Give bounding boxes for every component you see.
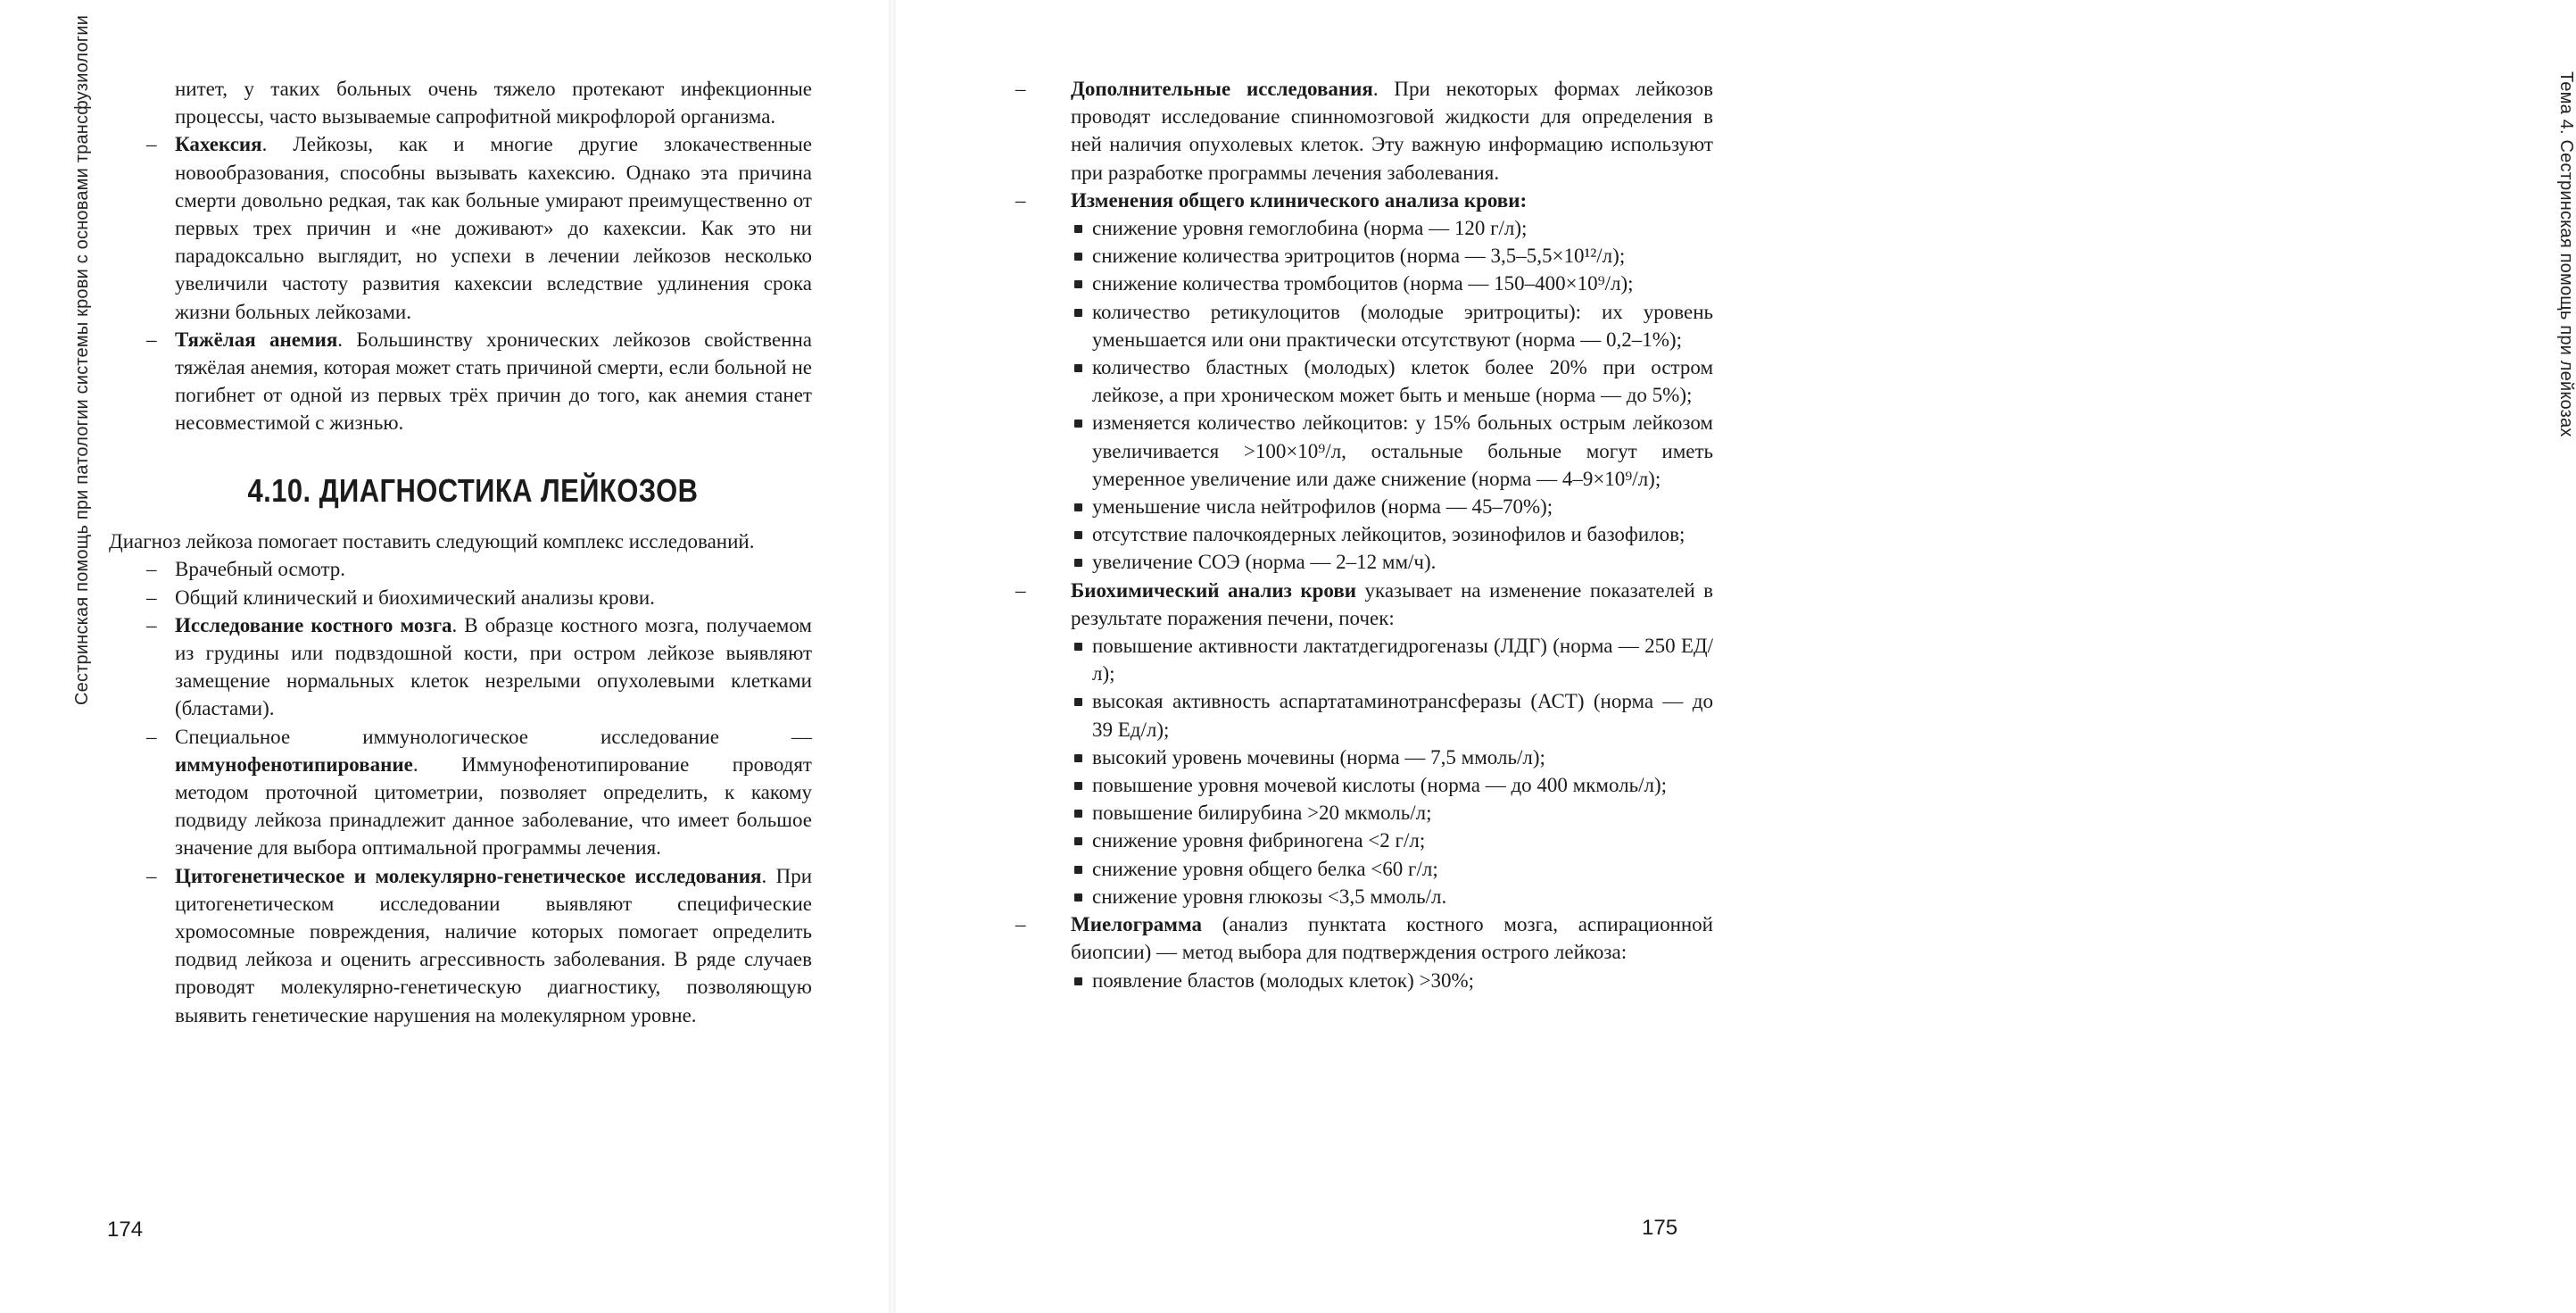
running-head-left: Сестринская помощь при патологии системы крови с основами трансфузиологии bbox=[72, 14, 92, 705]
right-text-column bbox=[1035, 75, 1713, 994]
term: Цитогенетическое и молекулярно-генетическое исследования bbox=[175, 864, 762, 887]
term: иммунофенотипирование bbox=[175, 752, 413, 776]
bullet-item: снижение количества эритроцитов (норма — 3,5–5,5×10¹²/л); bbox=[1035, 242, 1713, 270]
bullet-item: повышение билирубина >20 мкмоль/л; bbox=[1035, 799, 1713, 827]
continuation-paragraph: нитет, у таких больных очень тяжело протекают инфекционные процессы, часто вызываемые сапрофитной микрофлорой организма. bbox=[175, 78, 812, 129]
left-page bbox=[0, 0, 892, 1313]
term: Миелограмма bbox=[1071, 913, 1202, 936]
bullet-item: высокая активность аспартатаминотрансферазы (АСТ) (норма — до 39 Ед/л); bbox=[1035, 687, 1713, 743]
item-text: (анализ пунктата костного мозга, аспирационной биопсии) — метод выбора для подтверждения острого лейкоза: bbox=[1071, 913, 1713, 964]
list-item-bone-marrow bbox=[134, 611, 812, 723]
bullet-item: уменьшение числа нейтрофилов (норма — 45–70%); bbox=[1035, 493, 1713, 520]
bullet-item: снижение уровня общего белка <60 г/л; bbox=[1035, 855, 1713, 883]
list-item-cytogenetic bbox=[134, 862, 812, 1029]
bullet-item: высокий уровень мочевины (норма — 7,5 ммоль/л); bbox=[1035, 744, 1713, 771]
list-item-anemia bbox=[134, 326, 812, 437]
bullet-item: снижение уровня глюкозы <3,5 ммоль/л. bbox=[1035, 883, 1713, 910]
term: Исследование костного мозга bbox=[175, 613, 452, 636]
page-number-left: 174 bbox=[107, 1217, 144, 1242]
term: Кахексия bbox=[175, 133, 262, 156]
item-text: . Лейкозы, как и многие другие злокачественные новообразования, способны вызывать кахексию. Однако эта причина смерти довольно редкая, так как больные умирают преимущественно от первых трех причин и «не доживают» до кахексии. Как это ни парадоксально выглядит, но успехи в лечении лейкозов несколько увеличили частоту развития кахексии вследствие удлинения срока жизни больных лейкозами. bbox=[175, 133, 812, 323]
list-item-myelogram bbox=[1035, 910, 1713, 966]
bullet-item: появление бластов (молодых клеток) >30%; bbox=[1035, 967, 1713, 994]
list-item bbox=[134, 555, 812, 583]
bullet-item: снижение уровня гемоглобина (норма — 120 г/л); bbox=[1035, 214, 1713, 242]
bullet-item: количество ретикулоцитов (молодые эритроциты): их уровень уменьшается или они практически отсутствуют (норма — 0,2–1%); bbox=[1035, 298, 1713, 353]
item-text: Специальное иммунологическое исследование — bbox=[175, 725, 812, 748]
bullet-item: отсутствие палочкоядерных лейкоцитов, эозинофилов и базофилов; bbox=[1035, 520, 1713, 548]
list-item-immunophenotyping bbox=[134, 723, 812, 862]
list-item-biochem bbox=[1035, 577, 1713, 632]
intro-paragraph: Диагноз лейкоза помогает поставить следующий комплекс исследований. bbox=[109, 530, 755, 553]
term: Изменения общего клинического анализа крови: bbox=[1071, 188, 1528, 212]
term: Тяжёлая анемия bbox=[175, 328, 338, 351]
list-item-additional-tests bbox=[1035, 75, 1713, 187]
term: Биохимический анализ крови bbox=[1071, 578, 1356, 602]
left-text-column bbox=[109, 75, 813, 1029]
bullet-item: количество бластных (молодых) клеток более 20% при остром лейкозе, а при хроническом может быть и меньше (норма — до 5%); bbox=[1035, 353, 1713, 409]
item-text: . При некоторых формах лейкозов проводят исследование спинномозговой жидкости для определения в ней наличия опухолевых клеток. Эту важную информацию используют при разработке программы лечения заболевания. bbox=[1071, 78, 1713, 184]
page-number-right: 175 bbox=[1642, 1216, 1678, 1240]
item-text: . Большинству хронических лейкозов свойственна тяжёлая анемия, которая может стать причиной смерти, если больной не погибнет от одной из первых трёх причин до того, как анемия станет несовместимой с жизнью. bbox=[175, 328, 812, 435]
item-text: . Иммунофенотипирование проводят методом проточной цитометрии, позволяет определить, к какому подвиду лейкоза принадлежит данное заболевание, что имеет большое значение для выбора оптимальной программы лечения. bbox=[175, 752, 812, 860]
list-item-cbc bbox=[1035, 187, 1713, 214]
bullet-item: изменяется количество лейкоцитов: у 15% больных острым лейкозом увеличивается >100×10⁹/л, остальные больные могут иметь умеренное увеличение или даже снижение (норма — 4–9×10⁹/л); bbox=[1035, 409, 1713, 493]
running-head-right: Тема 4. Сестринская помощь при лейкозах bbox=[2556, 71, 2576, 437]
bullet-item: снижение количества тромбоцитов (норма — 150–400×10⁹/л); bbox=[1035, 270, 1713, 297]
item-text: указывает на изменение показателей в результате поражения печени, почек: bbox=[1071, 578, 1713, 629]
bullet-item: повышение уровня мочевой кислоты (норма — до 400 мкмоль/л); bbox=[1035, 771, 1713, 799]
bullet-item: повышение активности лактатдегидрогеназы (ЛДГ) (норма — 250 ЕД/л); bbox=[1035, 632, 1713, 687]
item-text: Врачебный осмотр. bbox=[175, 558, 346, 581]
right-page bbox=[892, 0, 2576, 1313]
term: Дополнительные исследования bbox=[1071, 78, 1373, 100]
list-item-cachexia bbox=[134, 130, 812, 325]
section-title: 4.10. ДИАГНОСТИКА ЛЕЙКОЗОВ bbox=[247, 471, 699, 509]
bullet-item: снижение уровня фибриногена <2 г/л; bbox=[1035, 827, 1713, 854]
list-item bbox=[134, 584, 812, 611]
bullet-item: увеличение СОЭ (норма — 2–12 мм/ч). bbox=[1035, 548, 1713, 576]
item-text: . При цитогенетическом исследовании выявляют специфические хромосомные повреждения, наличие которых помогает определить подвид лейкоза и оценить агрессивность заболевания. В ряде случаев проводят молекулярно-генетическую диагностику, позволяющую выявить генетические нарушения на молекулярном уровне. bbox=[175, 864, 813, 1026]
item-text: . В образце костного мозга, получаемом из грудины или подвздошной кости, при остром лейкозе выявляют замещение нормальных клеток незрелыми опухолевыми клетками (бластами). bbox=[175, 613, 812, 720]
item-text: Общий клинический и биохимический анализы крови. bbox=[175, 586, 655, 609]
